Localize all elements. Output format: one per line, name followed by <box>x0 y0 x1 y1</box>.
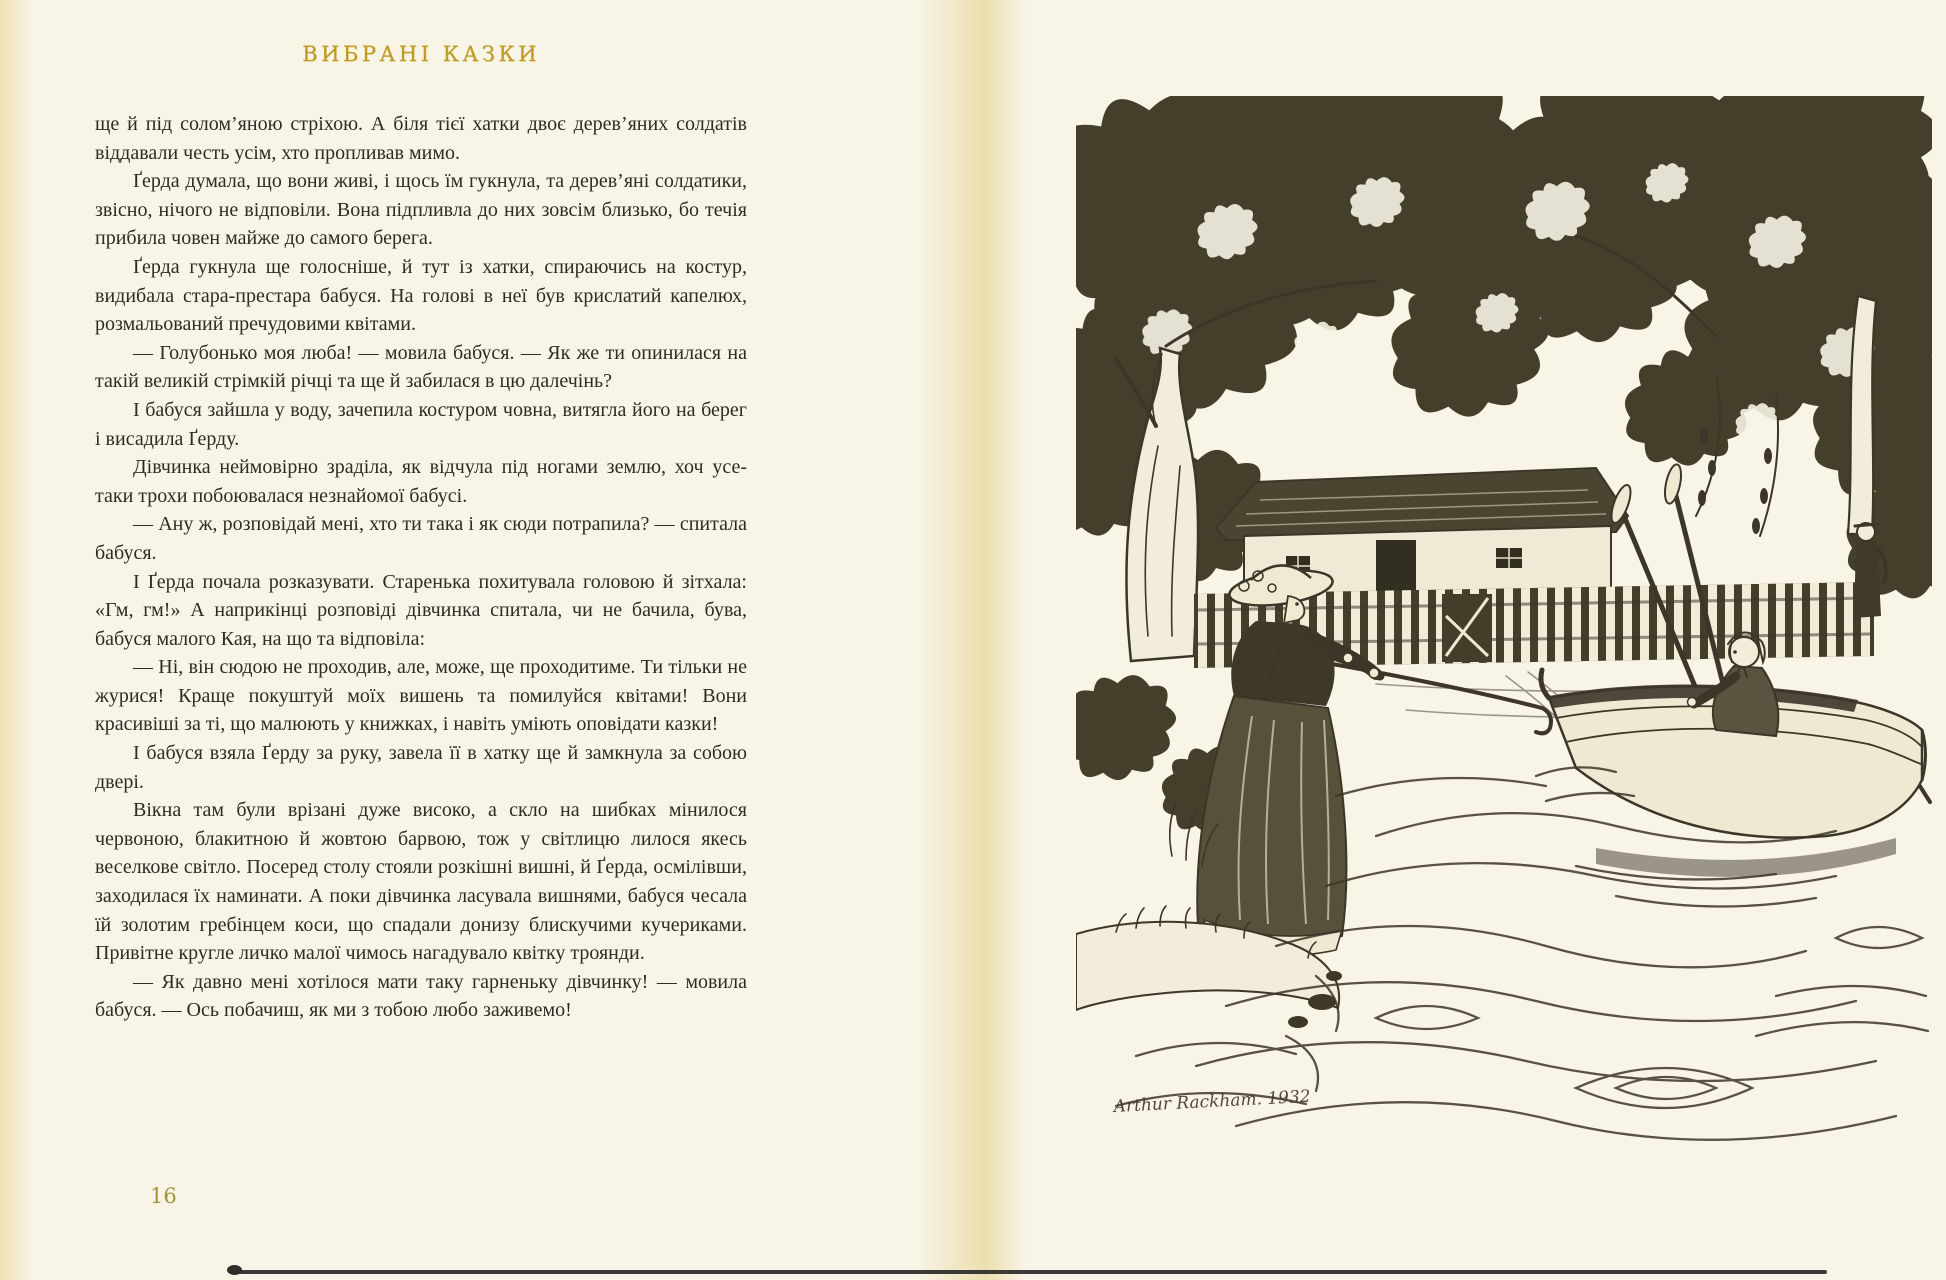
paragraph: Ґерда гукнула ще голосніше, й тут із хатки, спираючись на костур, видибала стара-престара бабуся. На голові в неї був крислатий капелюх, розмальований пречудовими квітами. <box>95 255 747 336</box>
page-number: 16 <box>150 1184 177 1208</box>
paragraph: Ґерда думала, що вони живі, і щось їм гукнула, та дерев’яні солдатики, звісно, нічого не відповіли. Вона підпливла до них зовсім близько, бо течія прибила човен майже до самого берега. <box>95 170 747 250</box>
illustration-svg <box>1076 96 1932 1158</box>
paragraph: — Як давно мені хотілося мати таку гарненьку дівчинку! — мовила бабуся. — Ось побачиш, як ми з тобою любо заживемо! <box>95 970 747 1022</box>
body-text <box>95 110 747 1025</box>
paragraph: І бабуся зайшла у воду, зачепила костуром човна, витягла його на берег і висадила Ґерду. <box>95 398 747 450</box>
paragraph: ще й під солом’яною стріхою. А біля тієї хатки двоє дерев’яних солдатів віддавали честь усім, хто пропливав мимо. <box>95 113 747 164</box>
paragraph: — Голубонько моя люба! — мовила бабуся. — Як же ти опинилася на такій великій стрімкій річці та ще й забилася в цю далечінь? <box>95 341 747 393</box>
scan-edge-bottom <box>233 1270 1827 1274</box>
artist-signature: Arthur Rackham. 1932 <box>1113 1086 1312 1117</box>
paragraph: І бабуся взяла Ґерду за руку, завела її в хатку ще й замкнула за собою двері. <box>95 742 747 793</box>
paragraph: Вікна там були врізані дуже високо, а скло на шибках мінилося червоною, блакитною й жовтою барвою, тож у світлицю лилося якесь веселкове світло. Посеред столу стояли розкішні вишні, й Ґерда, осмілівши, заходилася їх наминати. А поки дівчинка ласувала вишнями, бабуся чесала їй золотим гребінцем коси, що спадали донизу блискучими кучериками. Привітне кругле личко малої чимось нагадувало квітку троянди. <box>95 799 747 965</box>
left-page <box>0 0 960 1280</box>
paragraph: І Ґерда почала розказувати. Старенька похитувала головою й зітхала: «Гм, гм!» А наприкінці розповіді дівчинка спитала, чи не бачила, бува, бабуся малого Кая, на що та відповіла: <box>95 570 747 650</box>
illustration <box>1076 96 1932 1158</box>
paragraph: Дівчинка неймовірно зраділа, як відчула під ногами землю, хоч усе-таки трохи побоювалася незнайомої бабусі. <box>95 456 747 507</box>
running-head: ВИБРАНІ КАЗКИ <box>302 42 540 66</box>
paragraph: — Ану ж, розповідай мені, хто ти така і як сюди потрапила? — спитала бабуся. <box>95 513 747 564</box>
scan-speck <box>227 1265 242 1275</box>
paragraph: — Ні, він сюдою не проходив, але, може, ще проходитиме. Ти тільки не журися! Краще покуштуй моїх вишень та помилуйся квітами! Вони красивіші за ті, що малюють у книжках, і навіть уміють оповідати казки! <box>95 656 747 736</box>
